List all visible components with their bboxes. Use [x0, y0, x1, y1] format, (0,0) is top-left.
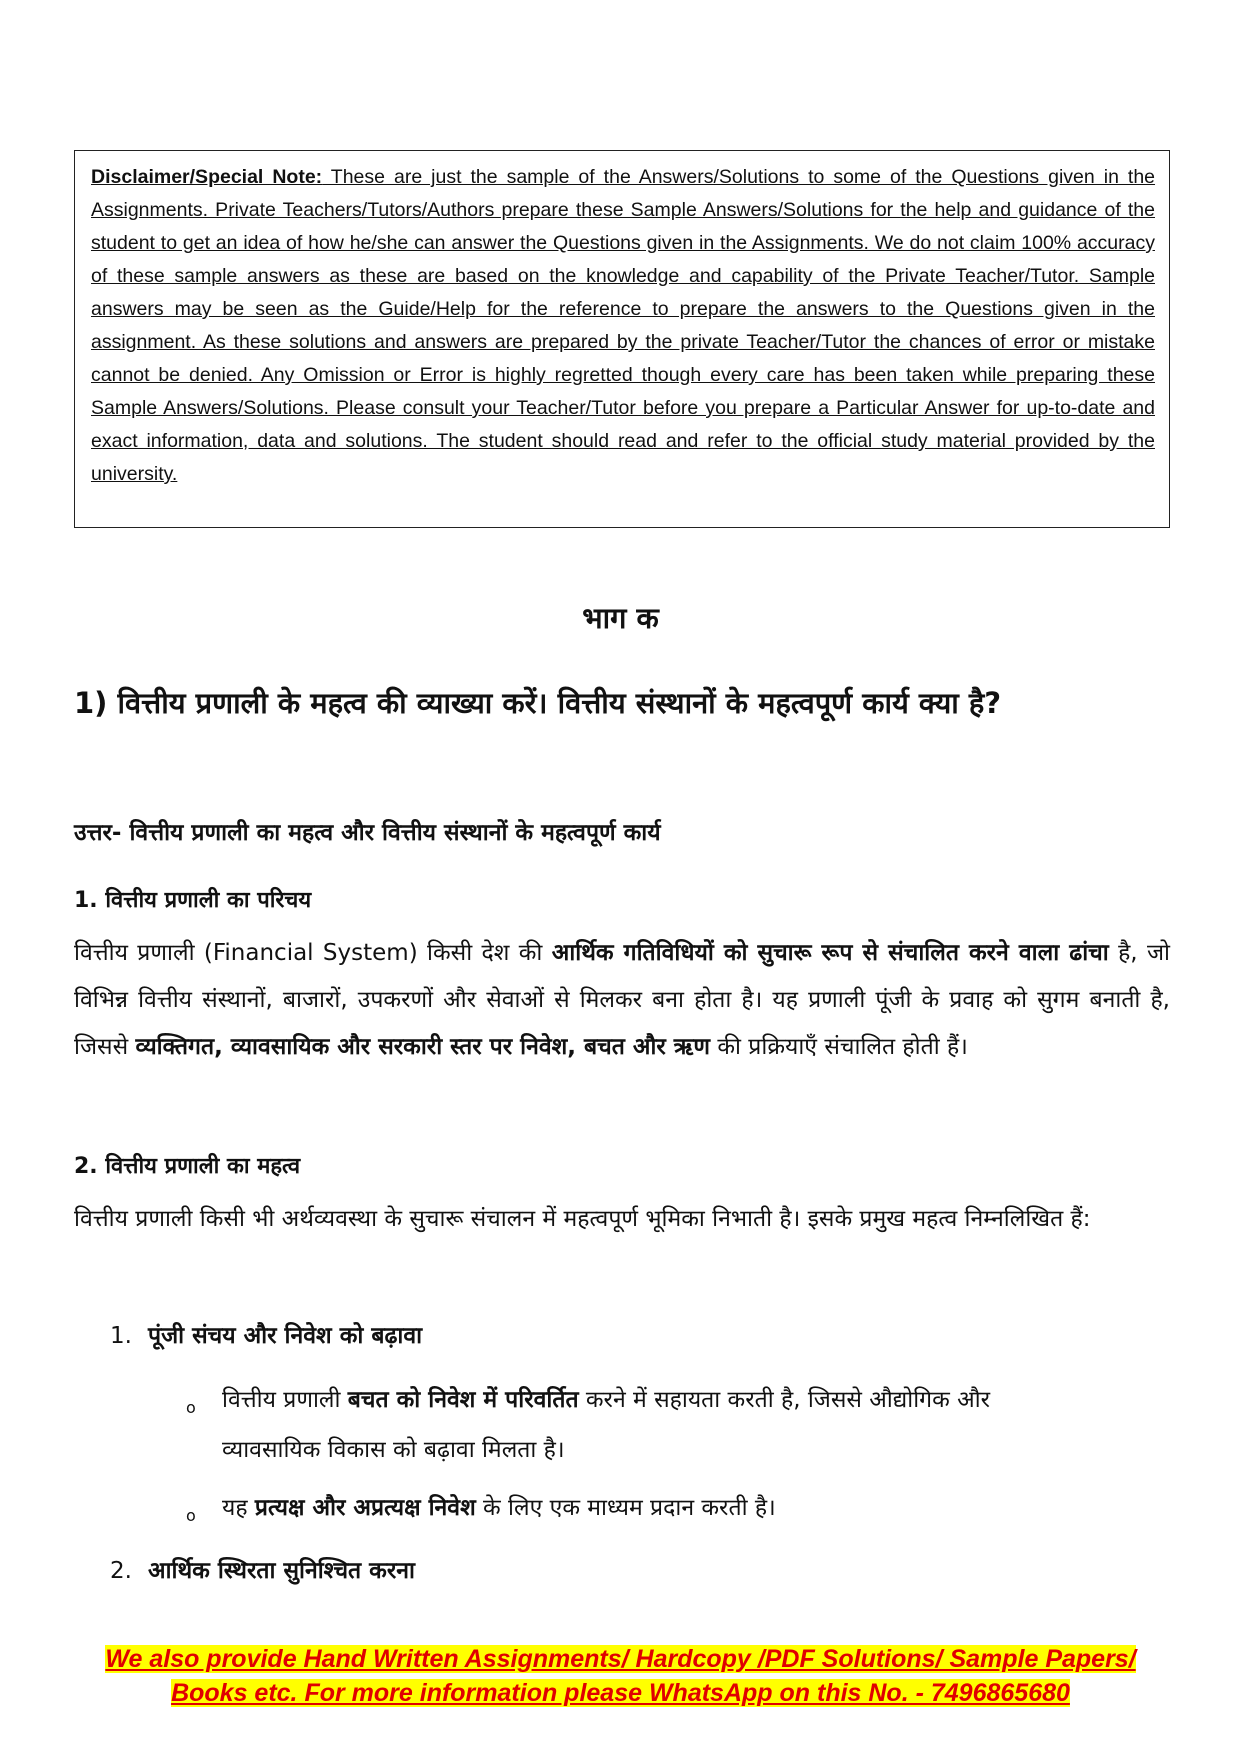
promo-line-1: We also provide Hand Written Assignments/ Hardcopy /PDF Solutions/ Sample Papers/ — [105, 1645, 1136, 1673]
list-number: 2. — [110, 1558, 132, 1584]
bullet-text: वित्तीय प्रणाली — [222, 1387, 348, 1413]
part-heading: भाग क — [582, 601, 659, 635]
intro-paragraph — [74, 930, 1170, 1071]
disclaimer-label: Disclaimer/Special Note: — [91, 166, 323, 188]
list-item — [110, 1553, 1110, 1585]
intro-bold-2: व्यक्तिगत, व्यावसायिक और सरकारी स्तर पर निवेश, बचत और ऋण — [135, 1034, 711, 1060]
list-title: पूंजी संचय और निवेश को बढ़ावा — [148, 1323, 423, 1349]
bullet-bold: बचत को निवेश में परिवर्तित — [347, 1387, 579, 1413]
promo-banner — [0, 1642, 1241, 1710]
bullet-bold: प्रत्यक्ष और अप्रत्यक्ष निवेश — [254, 1495, 476, 1521]
disclaimer-text: These are just the sample of the Answers/Solutions to some of the Questions given in the Assignments. Private Teachers/Tutors/Authors prepare these Sample Answers/Solutions for the help and guidance of the student to get an idea of how he/she can answer the Questions given in the Assignments. We do not claim 100% accuracy of these sample answers as these are based on the knowledge and capability of the Private Teacher/Tutor. Sample answers may be seen as the Guide/Help for the reference to prepare the answers to the Questions given in the assignment. As these solutions and answers are prepared by the private Teacher/Tutor the chances of error or mistake cannot be denied. Any Omission or Error is highly regretted though every care has been taken while preparing these Sample Answers/Solutions. Please consult your Teacher/Tutor before you prepare a Particular Answer for up-to-date and exact information, data and solutions. The student should read and refer to the official study material provided by the university. — [91, 166, 1156, 485]
list-title: आर्थिक स्थिरता सुनिश्चित करना — [148, 1558, 415, 1584]
section-title-importance: 2. वित्तीय प्रणाली का महत्व — [74, 1154, 301, 1179]
bullet-text: यह — [222, 1495, 255, 1521]
list-item — [110, 1318, 1110, 1350]
bullet-item — [186, 1375, 1066, 1475]
list-number: 1. — [110, 1323, 132, 1349]
intro-bold-1: आर्थिक गतिविधियों को सुचारू रूप से संचालित करने वाला ढांचा — [551, 940, 1109, 966]
answer-heading: उत्तर- वित्तीय प्रणाली का महत्व और वित्तीय संस्थानों के महत्वपूर्ण कार्य — [74, 820, 661, 846]
bullet-text: करने में सहायता करती है, जिससे औद्योगिक और व्यावसायिक विकास को बढ़ावा मिलता है। — [222, 1387, 991, 1463]
bullet-icon: o — [186, 1398, 196, 1417]
question-heading: 1) वित्तीय प्रणाली के महत्व की व्याख्या करें। वित्तीय संस्थानों के महत्वपूर्ण कार्य क्या है? — [74, 686, 1002, 720]
bullet-icon: o — [186, 1506, 196, 1525]
intro-text-3: की प्रक्रियाएँ संचालित होती हैं। — [710, 1034, 968, 1060]
promo-line-2: Books etc. For more information please WhatsApp on this No. - 7496865680 — [171, 1679, 1070, 1707]
section-title-intro: 1. वित्तीय प्रणाली का परिचय — [74, 888, 312, 913]
importance-intro: वित्तीय प्रणाली किसी भी अर्थव्यवस्था के सुचारू संचालन में महत्वपूर्ण भूमिका निभाती है। इसके प्रमुख महत्व निम्नलिखित हैं: — [74, 1206, 1091, 1232]
bullet-item — [186, 1483, 1066, 1533]
bullet-text: के लिए एक माध्यम प्रदान करती है। — [475, 1495, 776, 1521]
disclaimer-box — [74, 150, 1170, 528]
intro-text-1: वित्तीय प्रणाली (Financial System) किसी देश की — [74, 940, 552, 966]
intro-text-2: है, जो विभिन्न वित्तीय संस्थानों, बाजारों, उपकरणों और सेवाओं से मिलकर बना होता है। यह प्रणाली पूंजी के प्रवाह को सुगम बनाती है, जिससे — [74, 940, 1170, 1060]
